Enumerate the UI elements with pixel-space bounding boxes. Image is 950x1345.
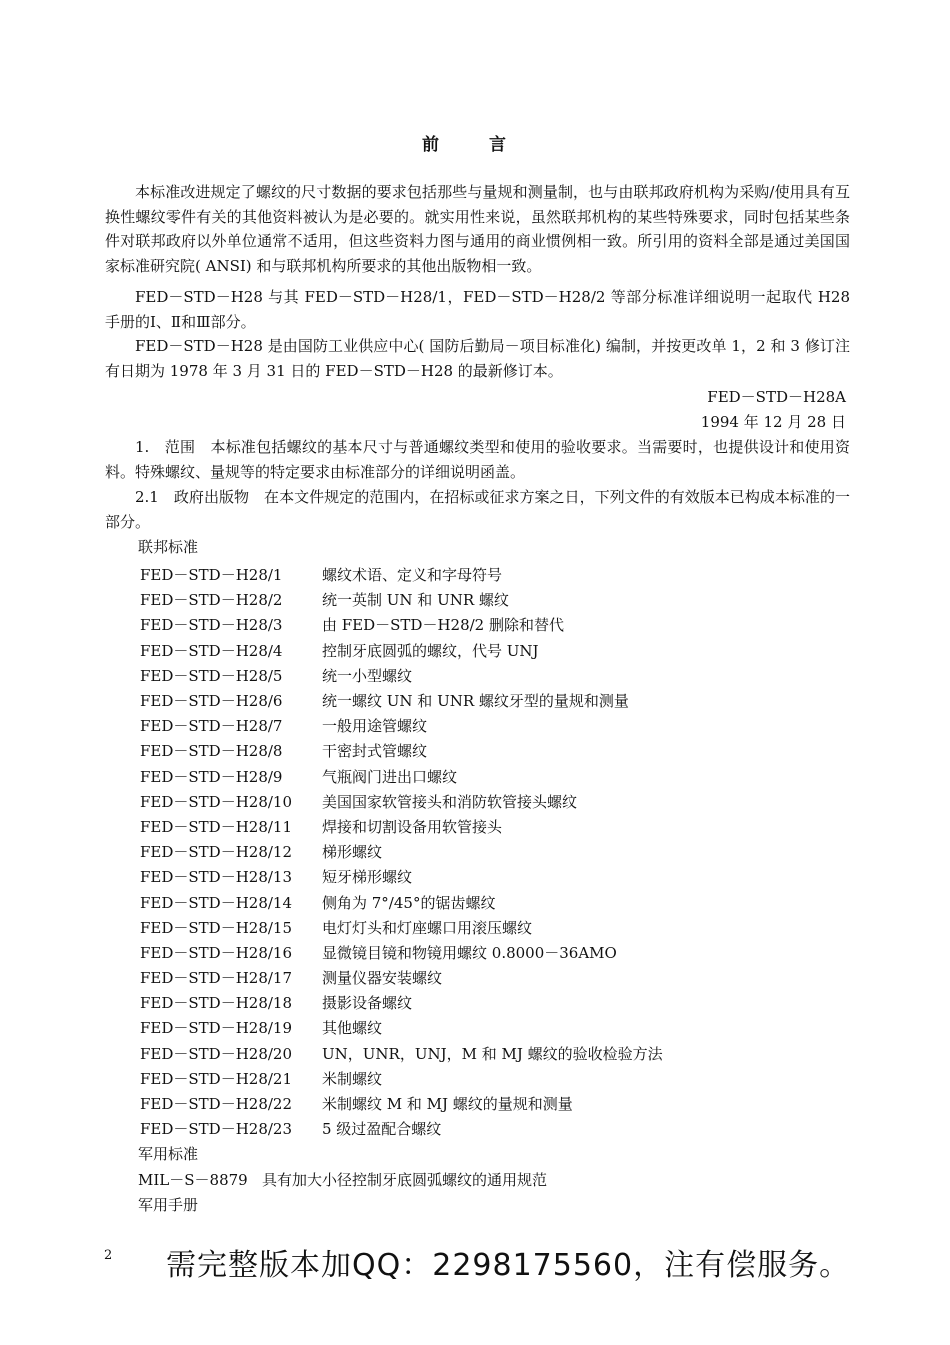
- standard-code: FED－STD－H28/9: [140, 767, 283, 786]
- signature-code: FED－STD－H28A: [707, 388, 846, 406]
- list-item: [140, 587, 663, 612]
- standard-code: FED－STD－H28/20: [140, 1044, 292, 1063]
- standard-code: FED－STD－H28/21: [140, 1069, 292, 1088]
- list-item: [140, 864, 663, 889]
- list-item: [140, 713, 663, 738]
- list-item: [140, 1091, 663, 1116]
- standard-code: FED－STD－H28/23: [140, 1120, 292, 1139]
- watermark-text: 需完整版本加QQ：2298175560，注有偿服务。: [166, 1248, 851, 1283]
- list-item: [140, 789, 663, 814]
- standard-code: FED－STD－H28/10: [140, 792, 292, 811]
- standard-description: 摄影设备螺纹: [322, 994, 413, 1013]
- standard-description: 统一螺纹 UN 和 UNR 螺纹牙型的量规和测量: [322, 692, 629, 711]
- standard-code: FED－STD－H28/11: [140, 817, 292, 836]
- federal-standards-list: [140, 562, 663, 1141]
- list-item: [140, 814, 663, 839]
- federal-standards-label: 联邦标准: [138, 538, 199, 556]
- standard-code: FED－STD－H28/2: [140, 591, 283, 610]
- standard-description: 由 FED－STD－H28/2 删除和替代: [322, 616, 564, 635]
- standard-description: 统一小型螺纹: [322, 666, 413, 685]
- page-number: 2: [104, 1248, 113, 1263]
- list-item: [140, 764, 663, 789]
- standard-description: 一般用途管螺纹: [322, 717, 428, 736]
- paragraph-gov-publications: 2.1 政府出版物 在本文件规定的范围内，在招标或征求方案之日，下列文件的有效版本已构成本标准的一部分。: [105, 488, 850, 531]
- standard-code: FED－STD－H28/5: [140, 666, 283, 685]
- standard-code: FED－STD－H28/6: [140, 692, 283, 711]
- standard-description: 焊接和切割设备用软管接头: [322, 817, 503, 836]
- list-item: [140, 638, 663, 663]
- standard-code: FED－STD－H28/18: [140, 994, 292, 1013]
- standard-description: 气瓶阀门进出口螺纹: [322, 767, 458, 786]
- military-handbook-label: 军用手册: [138, 1196, 199, 1214]
- standard-code: FED－STD－H28/17: [140, 969, 292, 988]
- standard-description: 干密封式管螺纹: [322, 742, 428, 761]
- list-item: [140, 612, 663, 637]
- list-item: [140, 562, 663, 587]
- military-standards-label: 军用标准: [138, 1145, 199, 1163]
- standard-description: UN，UNR，UNJ，M 和 MJ 螺纹的验收检验方法: [322, 1044, 663, 1063]
- standard-code: FED－STD－H28/19: [140, 1019, 292, 1038]
- military-standard-row: [138, 1170, 547, 1190]
- standard-code: FED－STD－H28/16: [140, 943, 292, 962]
- standard-code: MIL－S－8879: [138, 1171, 248, 1189]
- list-item: [140, 839, 663, 864]
- standard-description: 梯形螺纹: [322, 843, 383, 862]
- standard-description: 测量仪器安装螺纹: [322, 969, 443, 988]
- standard-code: FED－STD－H28/8: [140, 742, 283, 761]
- paragraph-intro: 本标准改进规定了螺纹的尺寸数据的要求包括那些与量规和测量制，也与由联邦政府机构为采购/使用具有互换性螺纹零件有关的其他资料被认为是必要的。就实用性来说，虽然联邦机构的某些特殊要求，同时包括某些条件对联邦政府以外单位通常不适用，但这些资料力图与通用的商业惯例相一致。所引用的资料全部是通过美国国家标准研究院( ANSI) 和与联邦机构所要求的其他出版物相一致。: [105, 183, 850, 275]
- standard-description: 统一英制 UN 和 UNR 螺纹: [322, 591, 509, 610]
- paragraph-prepared-by: FED－STD－H28 是由国防工业供应中心( 国防后勤局－项目标准化) 编制，并按更改单 1，2 和 3 修订注有日期为 1978 年 3 月 31 日的 FED－STD－H28 的最新修订本。: [105, 337, 850, 380]
- standard-description: 具有加大小径控制牙底圆弧螺纹的通用规范: [262, 1171, 548, 1189]
- standard-description: 螺纹术语、定义和字母符号: [322, 566, 503, 585]
- standard-code: FED－STD－H28/13: [140, 868, 292, 887]
- list-item: [140, 1041, 663, 1066]
- paragraph-scope: 1. 范围 本标准包括螺纹的基本尺寸与普通螺纹类型和使用的验收要求。当需要时，也提供设计和使用资料。特殊螺纹、量规等的特定要求由标准部分的详细说明函盖。: [105, 438, 850, 481]
- list-item: [140, 889, 663, 914]
- standard-description: 美国国家软管接头和消防软管接头螺纹: [322, 792, 578, 811]
- standard-code: FED－STD－H28/14: [140, 893, 292, 912]
- standard-description: 米制螺纹: [322, 1069, 383, 1088]
- standard-code: FED－STD－H28/7: [140, 717, 283, 736]
- standard-description: 5 级过盈配合螺纹: [322, 1120, 442, 1139]
- list-item: [140, 915, 663, 940]
- list-item: [140, 965, 663, 990]
- list-item: [140, 663, 663, 688]
- standard-code: FED－STD－H28/3: [140, 616, 283, 635]
- paragraph-supersede: FED－STD－H28 与其 FED－STD－H28/1，FED－STD－H28/2 等部分标准详细说明一起取代 H28 手册的Ⅰ、Ⅱ和Ⅲ部分。: [105, 288, 850, 331]
- standard-code: FED－STD－H28/22: [140, 1095, 292, 1114]
- standard-code: FED－STD－H28/15: [140, 918, 292, 937]
- standard-code: FED－STD－H28/1: [140, 566, 283, 585]
- list-item: [140, 940, 663, 965]
- standard-code: FED－STD－H28/4: [140, 641, 283, 660]
- standard-description: 侧角为 7°/45°的锯齿螺纹: [322, 893, 496, 912]
- standard-description: 控制牙底圆弧的螺纹，代号 UNJ: [322, 641, 539, 660]
- list-item: [140, 688, 663, 713]
- page-title: 前 言: [422, 135, 528, 155]
- standard-description: 米制螺纹 M 和 MJ 螺纹的量规和测量: [322, 1095, 573, 1114]
- list-item: [140, 738, 663, 763]
- list-item: [140, 1015, 663, 1040]
- standard-description: 显微镜目镜和物镜用螺纹 0.8000－36AMO: [322, 943, 617, 962]
- standard-description: 电灯灯头和灯座螺口用滚压螺纹: [322, 918, 533, 937]
- list-item: [140, 1116, 663, 1141]
- list-item: [140, 990, 663, 1015]
- list-item: [140, 1066, 663, 1091]
- standard-description: 短牙梯形螺纹: [322, 868, 413, 887]
- standard-description: 其他螺纹: [322, 1019, 383, 1038]
- standard-code: FED－STD－H28/12: [140, 843, 292, 862]
- signature-date: 1994 年 12 月 28 日: [700, 413, 846, 431]
